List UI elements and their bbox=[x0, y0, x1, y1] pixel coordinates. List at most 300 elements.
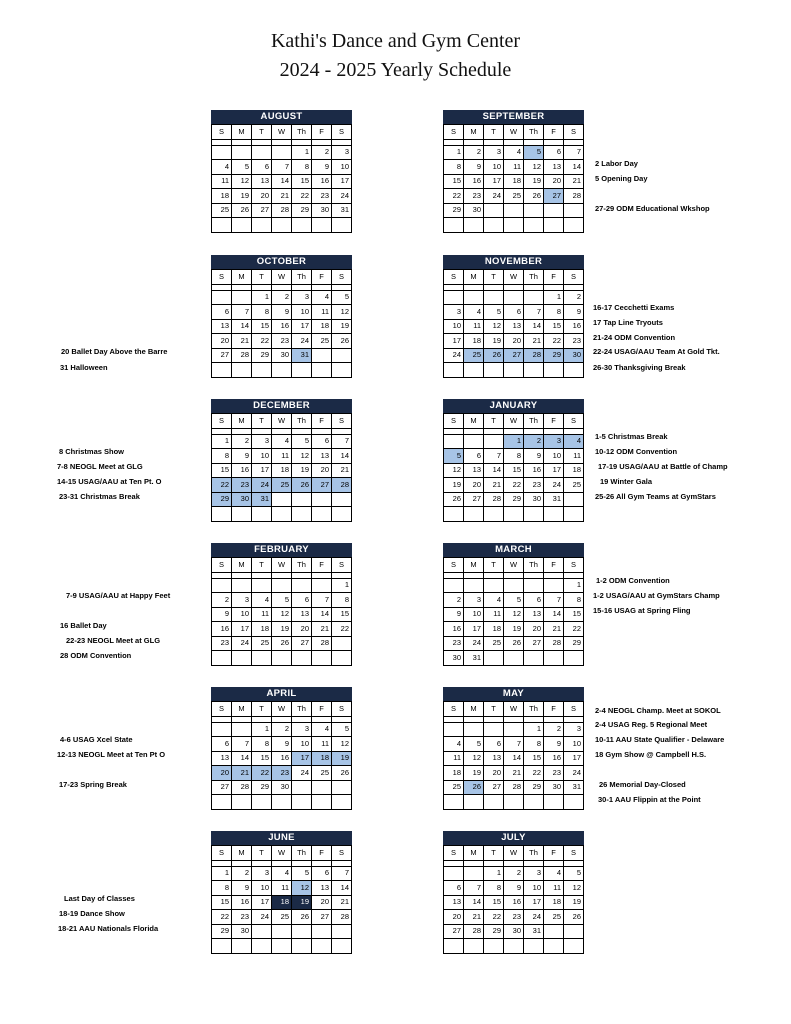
day-cell bbox=[312, 218, 332, 233]
event-item: 26 Memorial Day-Closed bbox=[599, 780, 686, 789]
month-calendar bbox=[211, 831, 352, 954]
day-cell: 22 bbox=[212, 478, 232, 493]
week-row bbox=[444, 305, 584, 320]
day-cell bbox=[212, 218, 232, 233]
week-row bbox=[212, 145, 352, 160]
weekday-header: W bbox=[272, 414, 292, 429]
day-cell: 1 bbox=[544, 290, 564, 305]
week-row bbox=[212, 492, 352, 507]
day-cell: 20 bbox=[464, 478, 484, 493]
page-subtitle: 2024 - 2025 Yearly Schedule bbox=[279, 59, 512, 81]
week-row bbox=[444, 780, 584, 795]
day-cell: 29 bbox=[212, 924, 232, 939]
day-cell: 2 bbox=[444, 593, 464, 608]
day-cell: 4 bbox=[544, 866, 564, 881]
day-cell bbox=[332, 924, 352, 939]
day-cell: 4 bbox=[272, 434, 292, 449]
event-item: 1-2 USAG/AAU at GymStars Champ bbox=[593, 591, 720, 600]
day-cell bbox=[292, 218, 312, 233]
weekday-header: Th bbox=[292, 414, 312, 429]
day-cell: 3 bbox=[544, 434, 564, 449]
day-cell: 13 bbox=[504, 319, 524, 334]
day-cell bbox=[504, 203, 524, 218]
day-cell: 17 bbox=[252, 895, 272, 910]
day-cell: 20 bbox=[444, 910, 464, 925]
day-cell: 24 bbox=[292, 334, 312, 349]
day-cell bbox=[272, 363, 292, 378]
week-row bbox=[444, 174, 584, 189]
day-cell bbox=[332, 348, 352, 363]
day-cell: 13 bbox=[464, 463, 484, 478]
day-cell bbox=[544, 203, 564, 218]
day-cell: 7 bbox=[544, 593, 564, 608]
weekday-header: S bbox=[564, 414, 584, 429]
day-cell: 14 bbox=[564, 160, 584, 175]
day-cell: 28 bbox=[332, 910, 352, 925]
day-cell bbox=[504, 795, 524, 810]
week-row bbox=[212, 607, 352, 622]
day-cell bbox=[272, 492, 292, 507]
week-row bbox=[444, 866, 584, 881]
day-cell bbox=[464, 578, 484, 593]
day-cell: 10 bbox=[564, 737, 584, 752]
day-cell bbox=[232, 290, 252, 305]
day-cell: 24 bbox=[252, 910, 272, 925]
month-header: JANUARY bbox=[443, 399, 584, 413]
day-cell bbox=[332, 636, 352, 651]
day-cell: 5 bbox=[484, 305, 504, 320]
week-row bbox=[444, 348, 584, 363]
day-cell: 9 bbox=[272, 737, 292, 752]
day-cell: 28 bbox=[332, 478, 352, 493]
day-cell: 4 bbox=[484, 593, 504, 608]
day-cell: 5 bbox=[292, 866, 312, 881]
week-row bbox=[212, 363, 352, 378]
day-cell: 12 bbox=[464, 751, 484, 766]
weekday-header: T bbox=[252, 270, 272, 285]
day-cell: 21 bbox=[464, 910, 484, 925]
day-cell bbox=[504, 507, 524, 522]
month-calendar bbox=[443, 831, 584, 954]
day-cell bbox=[444, 290, 464, 305]
weekday-header: Th bbox=[524, 846, 544, 861]
day-cell bbox=[212, 795, 232, 810]
day-cell: 19 bbox=[332, 751, 352, 766]
weekday-header: Th bbox=[524, 702, 544, 717]
day-cell: 28 bbox=[544, 636, 564, 651]
weekday-header: W bbox=[504, 846, 524, 861]
day-cell: 16 bbox=[544, 751, 564, 766]
day-cell: 16 bbox=[212, 622, 232, 637]
event-item: 10-12 ODM Convention bbox=[595, 447, 678, 456]
day-cell bbox=[444, 218, 464, 233]
weekday-header: S bbox=[444, 846, 464, 861]
day-cell: 9 bbox=[464, 160, 484, 175]
day-cell bbox=[292, 507, 312, 522]
day-cell: 7 bbox=[464, 881, 484, 896]
day-cell: 2 bbox=[544, 722, 564, 737]
day-cell: 18 bbox=[312, 751, 332, 766]
weekday-header: Th bbox=[292, 846, 312, 861]
day-cell: 2 bbox=[524, 434, 544, 449]
day-cell: 11 bbox=[272, 449, 292, 464]
day-cell: 12 bbox=[232, 174, 252, 189]
day-cell bbox=[484, 939, 504, 954]
weekday-header: S bbox=[212, 702, 232, 717]
weekday-header: S bbox=[332, 558, 352, 573]
day-cell: 29 bbox=[252, 780, 272, 795]
day-cell bbox=[504, 363, 524, 378]
day-cell: 13 bbox=[252, 174, 272, 189]
weekday-header: M bbox=[232, 414, 252, 429]
week-row bbox=[212, 478, 352, 493]
week-row bbox=[444, 607, 584, 622]
day-cell bbox=[272, 939, 292, 954]
day-cell bbox=[252, 507, 272, 522]
day-cell: 20 bbox=[312, 463, 332, 478]
day-cell: 6 bbox=[444, 881, 464, 896]
day-cell: 22 bbox=[544, 334, 564, 349]
week-row bbox=[212, 593, 352, 608]
day-cell bbox=[544, 795, 564, 810]
day-cell: 30 bbox=[524, 492, 544, 507]
day-cell: 16 bbox=[232, 463, 252, 478]
week-row bbox=[444, 334, 584, 349]
weekday-header: F bbox=[544, 270, 564, 285]
weekday-header: S bbox=[444, 125, 464, 140]
day-cell bbox=[312, 492, 332, 507]
weekday-header: M bbox=[464, 702, 484, 717]
week-row bbox=[212, 636, 352, 651]
day-cell bbox=[564, 795, 584, 810]
day-cell: 18 bbox=[484, 622, 504, 637]
month-calendar bbox=[443, 399, 584, 522]
weekday-header: T bbox=[252, 846, 272, 861]
day-cell: 10 bbox=[544, 449, 564, 464]
month-grid bbox=[443, 701, 584, 810]
day-cell bbox=[332, 795, 352, 810]
event-item: 20 Ballet Day Above the Barre bbox=[61, 347, 168, 356]
day-cell: 26 bbox=[464, 780, 484, 795]
day-cell bbox=[292, 363, 312, 378]
event-item: 28 ODM Convention bbox=[60, 651, 132, 660]
weekday-header: M bbox=[464, 414, 484, 429]
day-cell: 16 bbox=[504, 895, 524, 910]
day-cell bbox=[524, 203, 544, 218]
day-cell bbox=[564, 492, 584, 507]
day-cell: 21 bbox=[544, 622, 564, 637]
week-row bbox=[212, 449, 352, 464]
day-cell bbox=[272, 924, 292, 939]
day-cell: 7 bbox=[564, 145, 584, 160]
weekday-header: S bbox=[332, 414, 352, 429]
day-cell: 30 bbox=[272, 348, 292, 363]
weekday-header: M bbox=[464, 125, 484, 140]
day-cell: 7 bbox=[272, 160, 292, 175]
day-cell: 21 bbox=[504, 766, 524, 781]
day-cell: 3 bbox=[484, 145, 504, 160]
day-cell bbox=[464, 434, 484, 449]
weekday-header: M bbox=[232, 270, 252, 285]
weekday-header: S bbox=[444, 414, 464, 429]
day-cell: 26 bbox=[292, 478, 312, 493]
month-calendar bbox=[211, 687, 352, 810]
weekday-header: S bbox=[332, 270, 352, 285]
day-cell: 2 bbox=[272, 722, 292, 737]
weekday-header: Th bbox=[292, 270, 312, 285]
week-row bbox=[444, 795, 584, 810]
day-cell: 23 bbox=[232, 478, 252, 493]
month-grid bbox=[211, 269, 352, 378]
weekday-header: F bbox=[544, 414, 564, 429]
day-cell: 29 bbox=[544, 348, 564, 363]
day-cell: 21 bbox=[484, 478, 504, 493]
day-cell: 8 bbox=[524, 737, 544, 752]
weekday-header: F bbox=[312, 558, 332, 573]
day-cell: 6 bbox=[544, 145, 564, 160]
week-row bbox=[444, 766, 584, 781]
day-cell: 9 bbox=[504, 881, 524, 896]
day-cell: 14 bbox=[232, 751, 252, 766]
day-cell bbox=[232, 722, 252, 737]
week-row bbox=[444, 492, 584, 507]
day-cell bbox=[312, 924, 332, 939]
day-cell: 10 bbox=[444, 319, 464, 334]
day-cell bbox=[212, 939, 232, 954]
day-cell: 5 bbox=[444, 449, 464, 464]
day-cell: 18 bbox=[272, 463, 292, 478]
day-cell: 10 bbox=[524, 881, 544, 896]
day-cell bbox=[312, 348, 332, 363]
day-cell: 5 bbox=[272, 593, 292, 608]
day-cell: 30 bbox=[464, 203, 484, 218]
day-cell: 23 bbox=[212, 636, 232, 651]
weekday-header: Th bbox=[292, 125, 312, 140]
day-cell: 22 bbox=[332, 622, 352, 637]
weekday-header: T bbox=[252, 414, 272, 429]
weekday-header: Th bbox=[524, 270, 544, 285]
day-cell: 9 bbox=[544, 737, 564, 752]
day-cell: 1 bbox=[484, 866, 504, 881]
weekday-header: F bbox=[544, 558, 564, 573]
day-cell bbox=[464, 507, 484, 522]
month-grid bbox=[443, 413, 584, 522]
day-cell bbox=[564, 924, 584, 939]
week-row bbox=[212, 895, 352, 910]
day-cell: 30 bbox=[232, 924, 252, 939]
day-cell bbox=[484, 290, 504, 305]
event-item: 18-21 AAU Nationals Florida bbox=[58, 924, 159, 933]
day-cell bbox=[212, 363, 232, 378]
event-item: 12-13 NEOGL Meet at Ten Pt O bbox=[57, 750, 166, 759]
weekday-header: M bbox=[464, 270, 484, 285]
day-cell bbox=[444, 578, 464, 593]
day-cell: 27 bbox=[524, 636, 544, 651]
day-cell: 27 bbox=[444, 924, 464, 939]
weekday-header: F bbox=[544, 846, 564, 861]
weekday-header: S bbox=[444, 270, 464, 285]
event-item: 1-5 Christmas Break bbox=[595, 432, 668, 441]
day-cell: 11 bbox=[212, 174, 232, 189]
event-item: 23-31 Christmas Break bbox=[59, 492, 140, 501]
day-cell: 15 bbox=[332, 607, 352, 622]
day-cell: 6 bbox=[252, 160, 272, 175]
day-cell: 2 bbox=[564, 290, 584, 305]
day-cell: 7 bbox=[312, 593, 332, 608]
day-cell: 7 bbox=[504, 737, 524, 752]
day-cell: 31 bbox=[464, 651, 484, 666]
page-title: Kathi's Dance and Gym Center bbox=[270, 30, 521, 52]
weekday-header: F bbox=[312, 414, 332, 429]
day-cell: 26 bbox=[332, 334, 352, 349]
day-cell: 19 bbox=[292, 463, 312, 478]
week-row bbox=[212, 795, 352, 810]
day-cell bbox=[484, 722, 504, 737]
day-cell: 17 bbox=[292, 751, 312, 766]
day-cell: 23 bbox=[564, 334, 584, 349]
day-cell bbox=[464, 218, 484, 233]
day-cell: 11 bbox=[312, 737, 332, 752]
day-cell: 13 bbox=[212, 319, 232, 334]
day-cell: 31 bbox=[524, 924, 544, 939]
day-cell: 8 bbox=[564, 593, 584, 608]
day-cell bbox=[272, 218, 292, 233]
event-item: 8 Christmas Show bbox=[59, 447, 125, 456]
day-cell: 6 bbox=[504, 305, 524, 320]
day-cell: 30 bbox=[272, 780, 292, 795]
day-cell bbox=[484, 218, 504, 233]
weekday-header: S bbox=[212, 414, 232, 429]
day-cell: 21 bbox=[332, 895, 352, 910]
day-cell: 28 bbox=[564, 189, 584, 204]
day-cell bbox=[232, 578, 252, 593]
weekday-header: T bbox=[484, 270, 504, 285]
week-row bbox=[444, 737, 584, 752]
day-cell bbox=[212, 145, 232, 160]
day-cell bbox=[252, 363, 272, 378]
day-cell: 28 bbox=[312, 636, 332, 651]
weekday-header: S bbox=[212, 125, 232, 140]
day-cell: 23 bbox=[464, 189, 484, 204]
week-row bbox=[212, 174, 352, 189]
day-cell: 13 bbox=[212, 751, 232, 766]
day-cell bbox=[524, 939, 544, 954]
day-cell: 9 bbox=[212, 607, 232, 622]
day-cell: 12 bbox=[332, 305, 352, 320]
day-cell: 17 bbox=[564, 751, 584, 766]
week-row bbox=[212, 866, 352, 881]
day-cell: 27 bbox=[544, 189, 564, 204]
day-cell bbox=[272, 651, 292, 666]
day-cell bbox=[332, 651, 352, 666]
day-cell: 12 bbox=[524, 160, 544, 175]
day-cell: 19 bbox=[484, 334, 504, 349]
day-cell: 29 bbox=[484, 924, 504, 939]
day-cell: 5 bbox=[332, 290, 352, 305]
day-cell: 19 bbox=[444, 478, 464, 493]
day-cell bbox=[292, 939, 312, 954]
day-cell: 8 bbox=[544, 305, 564, 320]
event-item: 19 Winter Gala bbox=[600, 477, 653, 486]
day-cell bbox=[464, 939, 484, 954]
day-cell bbox=[564, 507, 584, 522]
day-cell: 14 bbox=[272, 174, 292, 189]
day-cell bbox=[232, 939, 252, 954]
day-cell: 5 bbox=[564, 866, 584, 881]
day-cell bbox=[524, 507, 544, 522]
day-cell: 4 bbox=[444, 737, 464, 752]
day-cell: 15 bbox=[544, 319, 564, 334]
day-cell: 6 bbox=[212, 737, 232, 752]
day-cell bbox=[332, 363, 352, 378]
day-cell: 18 bbox=[252, 622, 272, 637]
weekday-header: S bbox=[444, 558, 464, 573]
day-cell bbox=[292, 492, 312, 507]
day-cell bbox=[252, 145, 272, 160]
day-cell: 17 bbox=[252, 463, 272, 478]
month-header: APRIL bbox=[211, 687, 352, 701]
day-cell: 16 bbox=[564, 319, 584, 334]
day-cell bbox=[212, 578, 232, 593]
week-row bbox=[212, 463, 352, 478]
day-cell bbox=[504, 722, 524, 737]
day-cell bbox=[484, 363, 504, 378]
day-cell: 25 bbox=[212, 203, 232, 218]
day-cell bbox=[544, 507, 564, 522]
day-cell bbox=[564, 651, 584, 666]
week-row bbox=[444, 622, 584, 637]
day-cell: 16 bbox=[232, 895, 252, 910]
day-cell: 21 bbox=[332, 463, 352, 478]
week-row bbox=[212, 766, 352, 781]
weekday-header: W bbox=[504, 270, 524, 285]
weekday-header: F bbox=[544, 702, 564, 717]
month-grid bbox=[443, 557, 584, 666]
day-cell: 19 bbox=[272, 622, 292, 637]
weekday-header: S bbox=[212, 270, 232, 285]
day-cell: 17 bbox=[444, 334, 464, 349]
day-cell bbox=[252, 651, 272, 666]
week-row bbox=[212, 203, 352, 218]
day-cell: 30 bbox=[444, 651, 464, 666]
day-cell: 1 bbox=[252, 290, 272, 305]
day-cell: 4 bbox=[564, 434, 584, 449]
day-cell: 25 bbox=[312, 334, 332, 349]
day-cell: 1 bbox=[504, 434, 524, 449]
event-item: Last Day of Classes bbox=[64, 894, 135, 903]
month-grid bbox=[211, 124, 352, 233]
day-cell: 27 bbox=[292, 636, 312, 651]
day-cell bbox=[332, 492, 352, 507]
day-cell: 5 bbox=[464, 737, 484, 752]
day-cell: 22 bbox=[524, 766, 544, 781]
day-cell: 8 bbox=[444, 160, 464, 175]
day-cell: 25 bbox=[444, 780, 464, 795]
weekday-header: Th bbox=[292, 702, 312, 717]
week-row bbox=[212, 434, 352, 449]
day-cell bbox=[524, 795, 544, 810]
day-cell: 23 bbox=[544, 766, 564, 781]
day-cell: 21 bbox=[272, 189, 292, 204]
day-cell: 15 bbox=[252, 319, 272, 334]
day-cell bbox=[484, 578, 504, 593]
day-cell bbox=[464, 363, 484, 378]
day-cell: 8 bbox=[332, 593, 352, 608]
day-cell: 22 bbox=[252, 334, 272, 349]
day-cell: 20 bbox=[544, 174, 564, 189]
day-cell: 30 bbox=[564, 348, 584, 363]
day-cell: 16 bbox=[312, 174, 332, 189]
